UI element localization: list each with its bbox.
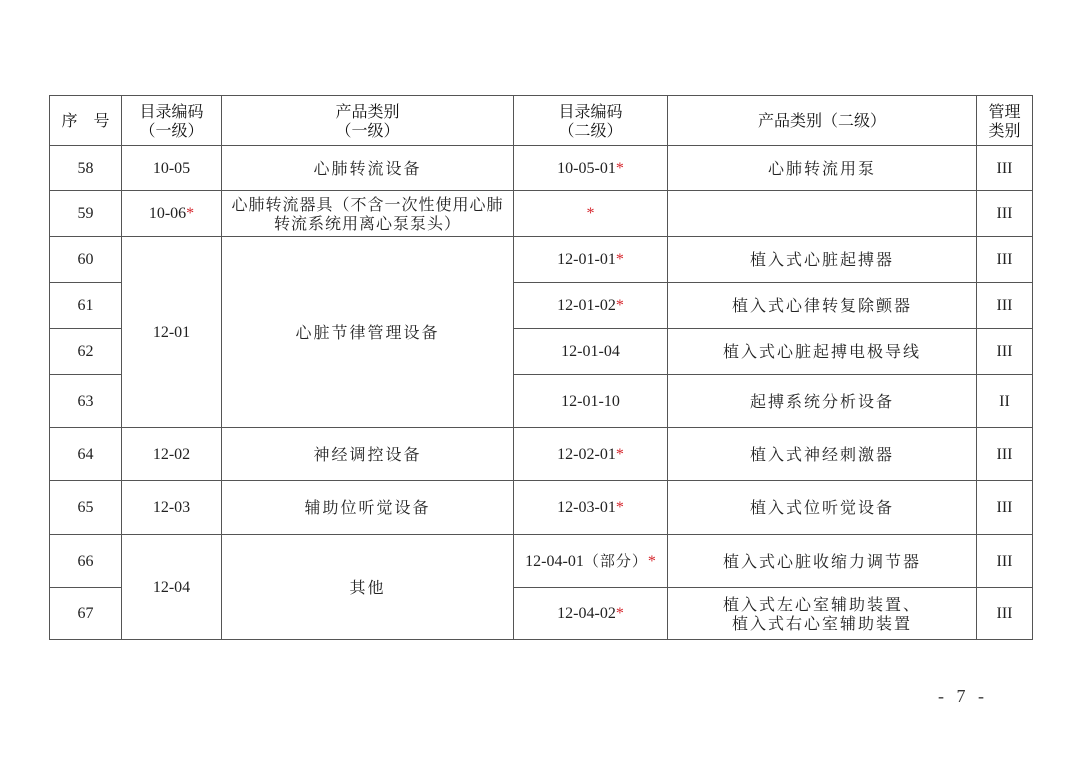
seq-cell: 62 (50, 329, 122, 375)
header-category-level2: 产品类别（二级） (668, 96, 977, 146)
management-class-cell: III (977, 535, 1033, 588)
category-level2-line1: 植入式左心室辅助装置、 (722, 594, 921, 614)
catalog-table (49, 95, 1033, 640)
management-class-cell: III (977, 329, 1033, 375)
header-management-class-line1: 管理 (988, 101, 1021, 121)
code-level1-cell: 12-04 (122, 535, 222, 640)
code-level2-value: 12-03-01 (557, 499, 616, 516)
category-level1-cell: 心肺转流设备 (222, 146, 514, 191)
management-class-cell: III (977, 191, 1033, 237)
table-row (50, 237, 1033, 283)
header-code-level2 (514, 96, 668, 146)
seq-cell: 58 (50, 146, 122, 191)
category-level1-cell: 心脏节律管理设备 (222, 237, 514, 428)
category-level2-cell: 植入式心脏起搏电极导线 (668, 329, 977, 375)
asterisk-mark: * (586, 205, 595, 222)
seq-cell: 63 (50, 375, 122, 428)
management-class-cell: III (977, 146, 1033, 191)
category-level2-cell: 植入式心律转复除颤器 (668, 283, 977, 329)
code-level2-cell (514, 535, 668, 588)
code-level2-value: 10-05-01 (557, 159, 616, 177)
seq-cell: 67 (50, 588, 122, 640)
code-level2-cell (514, 428, 668, 481)
category-level1-cell (222, 191, 514, 237)
code-level2-value: 12-04-01 (525, 552, 584, 570)
code-level1-cell: 12-01 (122, 237, 222, 428)
asterisk-mark: * (615, 251, 624, 268)
management-class-cell: II (977, 375, 1033, 428)
category-level2-line2: 植入式右心室辅助装置 (731, 613, 912, 633)
header-code-level1 (122, 96, 222, 146)
seq-cell: 65 (50, 481, 122, 535)
category-level2-cell: 植入式心脏收缩力调节器 (668, 535, 977, 588)
category-level1-line1: 心肺转流器具（不含一次性使用心肺 (231, 194, 504, 214)
code-level2-cell (514, 481, 668, 535)
header-management-class (977, 96, 1033, 146)
asterisk-mark: * (186, 205, 195, 222)
category-level2-cell: 心肺转流用泵 (668, 146, 977, 191)
category-level1-cell: 其他 (222, 535, 514, 640)
code-level1-cell (122, 191, 222, 237)
code-level2-cell (514, 588, 668, 640)
header-category-level1 (222, 96, 514, 146)
code-level2-cell (514, 191, 668, 237)
seq-cell: 61 (50, 283, 122, 329)
management-class-cell: III (977, 588, 1033, 640)
code-level2-cell (514, 283, 668, 329)
table-row (50, 481, 1033, 535)
asterisk-mark: * (615, 499, 624, 516)
code-level2-cell: 12-01-10 (514, 375, 668, 428)
category-level2-cell: 植入式神经刺激器 (668, 428, 977, 481)
code-level2-value: 12-01-01 (557, 251, 616, 268)
header-management-class-line2: 类别 (988, 120, 1021, 140)
category-level2-cell (668, 588, 977, 640)
header-code-level1-line1: 目录编码 (139, 101, 204, 121)
asterisk-mark: * (615, 605, 624, 622)
code-level1-cell: 12-03 (122, 481, 222, 535)
management-class-cell: III (977, 481, 1033, 535)
category-level1-cell: 辅助位听觉设备 (222, 481, 514, 535)
partial-note: （部分） (583, 551, 648, 570)
category-level2-cell: 植入式位听觉设备 (668, 481, 977, 535)
asterisk-mark: * (647, 552, 656, 570)
code-level2-value: 12-02-01 (557, 445, 616, 463)
seq-cell: 66 (50, 535, 122, 588)
code-level1-value: 10-06 (148, 205, 187, 222)
code-level2-cell (514, 237, 668, 283)
management-class-cell: III (977, 237, 1033, 283)
seq-cell: 64 (50, 428, 122, 481)
header-category-level1-line1: 产品类别 (335, 101, 400, 121)
category-level1-cell: 神经调控设备 (222, 428, 514, 481)
asterisk-mark: * (615, 297, 624, 314)
table-row (50, 428, 1033, 481)
management-class-cell: III (977, 428, 1033, 481)
table-row (50, 146, 1033, 191)
category-level2-cell: 起搏系统分析设备 (668, 375, 977, 428)
management-class-cell: III (977, 283, 1033, 329)
code-level2-value: 12-04-02 (557, 605, 616, 622)
page-number: - 7 - (938, 686, 988, 706)
code-level1-cell: 10-05 (122, 146, 222, 191)
seq-cell: 60 (50, 237, 122, 283)
code-level2-cell (514, 146, 668, 191)
table-row (50, 535, 1033, 588)
header-category-level1-line2: （一级） (335, 120, 400, 140)
table-header-row (50, 96, 1033, 146)
table-row (50, 191, 1033, 237)
asterisk-mark: * (615, 159, 624, 177)
code-level2-value: 12-01-02 (557, 297, 616, 314)
category-level2-cell: 植入式心脏起搏器 (668, 237, 977, 283)
code-level2-cell: 12-01-04 (514, 329, 668, 375)
header-code-level1-line2: （一级） (139, 120, 204, 140)
category-level1-line2: 转流系统用离心泵泵头） (273, 213, 461, 233)
header-code-level2-line2: （二级） (558, 120, 623, 140)
header-code-level2-line1: 目录编码 (558, 101, 623, 121)
asterisk-mark: * (615, 445, 624, 463)
code-level1-cell: 12-02 (122, 428, 222, 481)
category-level2-cell (668, 191, 977, 237)
header-seq: 序 号 (50, 96, 122, 146)
seq-cell: 59 (50, 191, 122, 237)
